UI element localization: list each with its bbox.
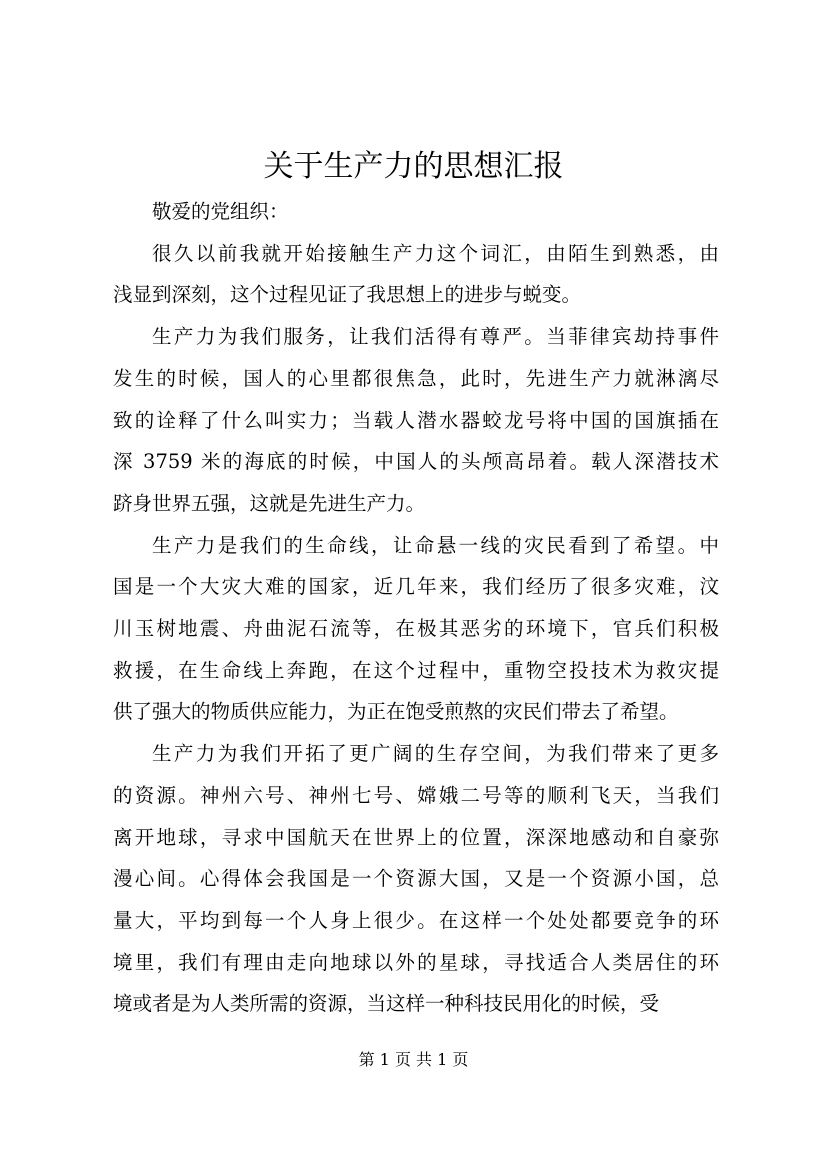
- paragraph-line: 深 3759 米的海底的时候，中国人的头颅高昂着。载人深潜技术: [113, 450, 719, 474]
- document-body: [113, 191, 719, 1025]
- paragraph-line: 离开地球，寻求中国航天在世界上的位置，深深地感动和自豪弥: [113, 825, 719, 849]
- page-footer: 第 1 页 共 1 页: [358, 1050, 469, 1069]
- paragraph-line: 生产力是我们的生命线，让命悬一线的灾民看到了希望。中: [152, 533, 719, 557]
- paragraph-line: 川玉树地震、舟曲泥石流等，在极其恶劣的环境下，官兵们积极: [113, 617, 719, 641]
- paragraph-line: 漫心间。心得体会我国是一个资源大国，又是一个资源小国，总: [113, 867, 719, 891]
- paragraph: [113, 733, 719, 1025]
- paragraph-line: 救援，在生命线上奔跑，在这个过程中，重物空投技术为救灾提: [113, 658, 719, 682]
- paragraph-list: [113, 233, 719, 1025]
- document-title: 关于生产力的思想汇报: [263, 149, 564, 184]
- paragraph-line: 浅显到深刻，这个过程见证了我思想上的进步与蜕变。: [113, 283, 582, 307]
- paragraph: [113, 233, 719, 316]
- paragraph-line: 的资源。神州六号、神州七号、嫦娥二号等的顺利飞天，当我们: [113, 783, 719, 807]
- salutation: 敬爱的党组织：: [152, 200, 289, 223]
- paragraph-line: 生产力为我们服务，让我们活得有尊严。当菲律宾劫持事件: [152, 325, 719, 349]
- paragraph-line: 生产力为我们开拓了更广阔的生存空间，为我们带来了更多: [152, 742, 719, 766]
- paragraph-line: 国是一个大灾大难的国家，近几年来，我们经历了很多灾难，汶: [113, 575, 719, 599]
- paragraph-line: 量大，平均到每一个人身上很少。在这样一个处处都要竞争的环: [113, 908, 719, 932]
- paragraph-line: 致的诠释了什么叫实力；当载人潜水器蛟龙号将中国的国旗插在: [113, 408, 719, 432]
- paragraph-line: 境或者是为人类所需的资源，当这样一种科技民用化的时候，受: [113, 992, 660, 1016]
- paragraph-line: 跻身世界五强，这就是先进生产力。: [113, 491, 426, 515]
- paragraph-line: 境里，我们有理由走向地球以外的星球，寻找适合人类居住的环: [113, 950, 719, 974]
- paragraph: [113, 316, 719, 525]
- paragraph: [113, 525, 719, 734]
- paragraph-line: 很久以前我就开始接触生产力这个词汇，由陌生到熟悉，由: [152, 241, 719, 265]
- paragraph-line: 供了强大的物质供应能力，为正在饱受煎熬的灾民们带去了希望。: [113, 700, 679, 724]
- paragraph-line: 发生的时候，国人的心里都很焦急，此时，先进生产力就淋漓尽: [113, 366, 719, 390]
